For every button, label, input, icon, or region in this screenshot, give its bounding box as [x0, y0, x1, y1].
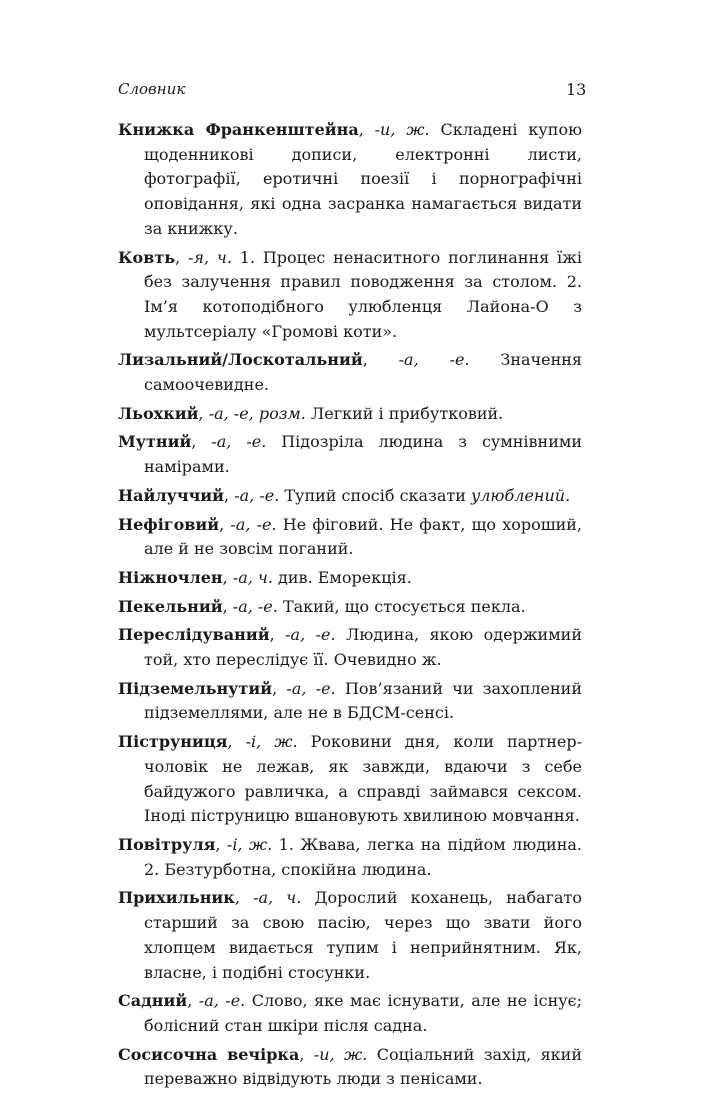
definition: Тупий спосіб сказати — [279, 485, 471, 505]
running-head: Словник — [118, 80, 186, 98]
headword: Лизальний/Лоскотальний — [118, 350, 363, 370]
headword: Ковть — [118, 247, 176, 267]
headword: Садний — [118, 991, 188, 1011]
definition: Значення самоочевидне. — [144, 350, 583, 395]
glossary-entry: Лизальний/Лоскотальний, -а, -е. Значення самоочевидне. — [118, 350, 583, 395]
headword: Книжка Франкенштейна — [118, 120, 359, 139]
grammar-note: -а, ч. — [232, 567, 273, 587]
definition: Такий, що стосується пекла. — [277, 596, 526, 616]
glossary-entry: Підземельнутий, -а, -е. Пов’язаний чи захоплений підземеллями, але не в БДСМ-сенсі. — [118, 678, 582, 723]
definition-emphasis: улюблений — [470, 485, 566, 505]
glossary-entry: Повітруля, -і, ж. 1. Жвава, легка на підйом людина. 2. Безтурботна, спокійна людина. — [118, 834, 583, 879]
glossary-entry: Ніжночлен, -а, ч. див. Еморекція. — [118, 567, 412, 587]
glossary-entry: Льохкий, -а, -е, розм. Легкий і прибутковий. — [118, 403, 504, 423]
glossary-entry: Мутний, -а, -е. Підозріла людина з сумнівними намірами. — [118, 432, 582, 477]
definition: Соціальний захід, який переважно відвідують люди з пенісами. — [144, 1044, 582, 1089]
grammar-note: -я, ч. — [188, 247, 232, 267]
headword: Повітруля — [118, 834, 216, 854]
glossary-entry: Піструниця, -і, ж. Роковини дня, коли партнер-чоловік не лежав, як завжди, вдаючи з себе байдужого равличка, а справді займався сексом. Іноді піструницю вшановують хвилиною мовчання. — [118, 732, 583, 826]
grammar-note: -і, ж. — [245, 732, 298, 752]
definition: Складені купою щоденникові дописи, електронні листи, фотографії, еротичні поезії і порнографічні оповідання, які одна засранка намагається видати за книжку. — [144, 120, 582, 238]
grammar-note: -а, -е. — [398, 350, 470, 370]
headword: Мутний — [118, 432, 192, 452]
definition: 1. Процес ненаситного поглинання їжі без залучення правил поводження за столом. 2. Ім’я котоподібного улюбленця Лайона-О з мультсеріалу «Громові коти». — [144, 247, 582, 341]
definition: Роковини дня, коли партнер-чоловік не лежав, як завжди, вдаючи з себе байдужого равличка, а справді займався сексом. Іноді піструницю вшановують хвилиною мовчання. — [144, 732, 583, 826]
headword: Ніжночлен — [118, 567, 223, 587]
grammar-note: -а, -е, розм. — [208, 403, 306, 423]
grammar-note: -а, -е. — [198, 991, 246, 1011]
definition: Не фіговий. Не факт, що хороший, але й не зовсім поганий. — [144, 514, 583, 559]
definition: Дорослий коханець, набагато старший за свою пасію, через що звати його хлопцем видається тупим і неприйнятним. Як, власне, і подібні стосунки. — [144, 888, 583, 982]
page-number: 13 — [566, 80, 587, 99]
definition: Слово, яке має існувати, але не існує; болісний стан шкіри після садна. — [144, 991, 583, 1035]
headword: Найлуччий — [118, 485, 225, 505]
headword: Прихильник — [118, 888, 235, 908]
definition: Підозріла людина з сумнівними намірами. — [144, 432, 582, 477]
grammar-note: -а, -е. — [285, 625, 336, 645]
definition: див. Еморекція. — [272, 567, 412, 587]
grammar-note: -і, ж. — [226, 834, 273, 854]
headword: Піструниця — [118, 732, 228, 752]
glossary-entry: Садний, -а, -е. Слово, яке має існувати, але не існує; болісний стан шкіри після садна. — [118, 991, 583, 1035]
headword: Переслідуваний — [118, 625, 270, 645]
glossary-entry: Прихильник, -а, ч. Дорослий коханець, набагато старший за свою пасію, через що звати його хлопцем видається тупим і неприйнятним. Як, власне, і подібні стосунки. — [118, 888, 583, 982]
grammar-note: -и, ж. — [313, 1044, 368, 1064]
glossary-entry: Сосисочна вечірка, -и, ж. Соціальний захід, який переважно відвідують люди з пенісами. — [118, 1044, 582, 1089]
grammar-note: -а, -е. — [230, 514, 277, 534]
grammar-note: -а, -е. — [234, 485, 280, 505]
headword: Льохкий — [118, 403, 199, 423]
definition: Пов’язаний чи захоплений підземеллями, але не в БДСМ-сенсі. — [144, 678, 582, 723]
grammar-note: -а, ч. — [253, 888, 302, 908]
glossary-entry: Книжка Франкенштейна, -и, ж. Складені купою щоденникові дописи, електронні листи, фотографії, еротичні поезії і порнографічні оповідання, які одна засранка намагається видати за книжку. — [118, 120, 582, 238]
grammar-note: -а, -е. — [232, 596, 278, 616]
headword: Пекельний — [118, 596, 223, 616]
glossary-entry: Ковть, -я, ч. 1. Процес ненаситного поглинання їжі без залучення правил поводження за столом. 2. Ім’я котоподібного улюбленця Лайона-О з мультсеріалу «Громові коти». — [118, 247, 582, 341]
glossary-entry: Найлуччий, -а, -е. Тупий спосіб сказати улюблений. — [118, 485, 571, 505]
grammar-note: -а, -е. — [286, 678, 336, 698]
glossary-entry: Нефіговий, -а, -е. Не фіговий. Не факт, що хороший, але й не зовсім поганий. — [118, 514, 583, 559]
headword: Нефіговий — [118, 514, 220, 534]
definition: Людина, якою одержимий той, хто переслідує її. Очевидно ж. — [144, 625, 582, 670]
definition: Легкий і прибутковий. — [305, 403, 504, 423]
glossary-entry: Пекельний, -а, -е. Такий, що стосується пекла. — [118, 596, 526, 616]
definition: 1. Жвава, легка на підйом людина. 2. Безтурботна, спокійна людина. — [144, 834, 583, 879]
grammar-note: -а, -е. — [211, 432, 267, 452]
glossary-entries — [118, 118, 582, 1096]
grammar-note: -и, ж. — [374, 120, 430, 139]
headword: Сосисочна вечірка — [118, 1044, 300, 1064]
glossary-entry: Переслідуваний, -а, -е. Людина, якою одержимий той, хто переслідує її. Очевидно ж. — [118, 625, 582, 670]
headword: Підземельнутий — [118, 678, 273, 698]
